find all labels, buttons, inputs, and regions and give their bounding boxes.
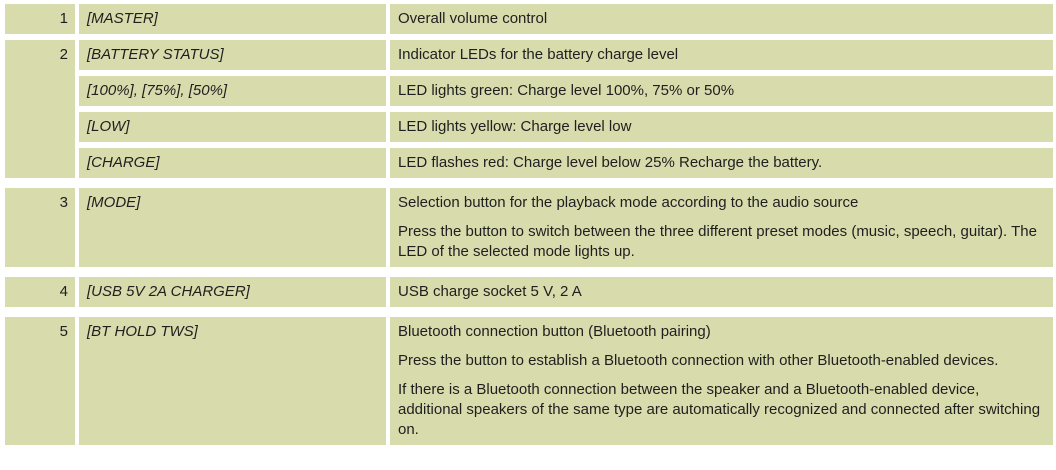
control-label-cell: [USB 5V 2A CHARGER] [79, 277, 386, 307]
description-paragraph: Indicator LEDs for the battery charge level [398, 46, 679, 63]
description-paragraph: Press the button to establish a Bluetooth connection with other Bluetooth-enabled devices. [398, 352, 999, 369]
description-paragraph: Press the button to switch between the three different preset modes (music, speech, guitar). The LED of the selected mode lights up. [398, 223, 1037, 260]
control-label-cell: [BT HOLD TWS] [79, 317, 386, 445]
description-paragraph: Selection button for the playback mode according to the audio source [398, 194, 859, 211]
description-cell [390, 40, 1053, 70]
description-cell [390, 148, 1053, 178]
description-paragraph: Overall volume control [398, 10, 548, 27]
description-paragraph: LED lights yellow: Charge level low [398, 118, 632, 135]
control-label-cell: [BATTERY STATUS] [79, 40, 386, 70]
row-number-cell: 2 [5, 40, 75, 178]
description-cell [390, 188, 1053, 267]
table-group-3 [5, 188, 1053, 267]
table-group-4 [5, 277, 1053, 307]
table-group-5 [5, 317, 1053, 445]
row-number-cell: 3 [5, 188, 75, 267]
control-label-cell: [CHARGE] [79, 148, 386, 178]
description-paragraph: LED flashes red: Charge level below 25% Recharge the battery. [398, 154, 823, 171]
row-number-cell: 4 [5, 277, 75, 307]
description-cell [390, 76, 1053, 106]
description-paragraph: USB charge socket 5 V, 2 A [398, 283, 582, 300]
description-cell [390, 277, 1053, 307]
description-paragraph: Bluetooth connection button (Bluetooth pairing) [398, 323, 711, 340]
description-cell [390, 317, 1053, 445]
description-paragraph: If there is a Bluetooth connection between the speaker and a Bluetooth-enabled device, additional speakers of the same type are automatically recognized and connected after switching on. [398, 381, 1041, 438]
row-number-cell: 5 [5, 317, 75, 445]
description-paragraph: LED lights green: Charge level 100%, 75% or 50% [398, 82, 735, 99]
control-label-cell: [MODE] [79, 188, 386, 267]
control-label-cell: [100%], [75%], [50%] [79, 76, 386, 106]
row-number-cell: 1 [5, 4, 75, 34]
table-group-1 [5, 4, 1053, 34]
table-group-2 [5, 40, 1053, 178]
description-cell [390, 4, 1053, 34]
control-label-cell: [LOW] [79, 112, 386, 142]
control-label-cell: [MASTER] [79, 4, 386, 34]
description-cell [390, 112, 1053, 142]
